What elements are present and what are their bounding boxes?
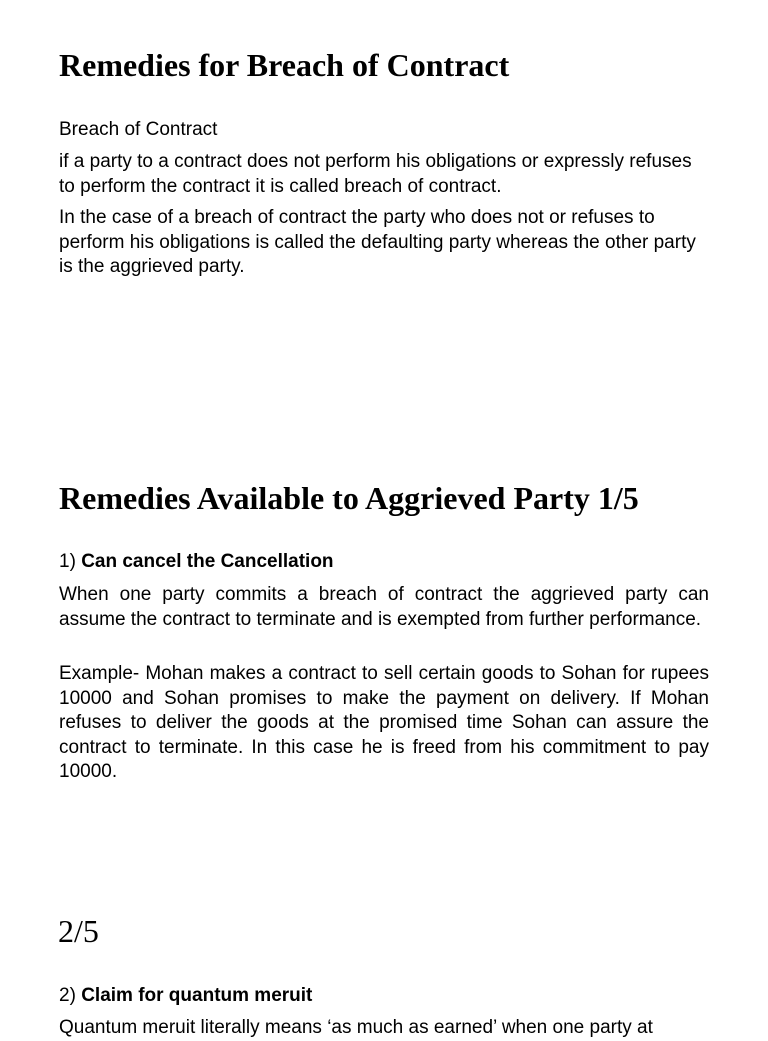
- slide2-item-heading: [59, 550, 709, 575]
- slide3-item-label: Claim for quantum meruit: [81, 985, 313, 1006]
- slide2-title: Remedies Available to Aggrieved Party 1/5: [59, 480, 639, 516]
- slide2-item-label: Can cancel the Cancellation: [81, 551, 334, 572]
- slide1-title: Remedies for Breach of Contract: [59, 47, 510, 83]
- slide3-item-heading: [59, 984, 709, 1009]
- slide3-item-number: 2): [59, 985, 76, 1006]
- slide3-title: 2/5: [58, 913, 99, 949]
- slide3-paragraph-quantum-meruit: Quantum meruit literally means ‘as much as earned’ when one party at: [59, 1017, 653, 1038]
- slide2-paragraph-cancel: When one party commits a breach of contract the aggrieved party can assume the contract to terminate and is exempted from further performance.: [59, 584, 709, 630]
- slide1-paragraph-definition: if a party to a contract does not perform his obligations or expressly refuses to perform the contract it is called breach of contract.: [59, 151, 692, 197]
- slide2-item-number: 1): [59, 551, 76, 572]
- slide1-subheading: Breach of Contract: [59, 119, 218, 140]
- slide1-paragraph-defaulting-party: In the case of a breach of contract the party who does not or refuses to perform his obligations is called the defaulting party whereas the other party is the aggrieved party.: [59, 207, 696, 277]
- slide2-paragraph-example: Example- Mohan makes a contract to sell certain goods to Sohan for rupees 10000 and Sohan promises to make the payment on delivery. If Mohan refuses to deliver the goods at the promised time Sohan can assure the contract to terminate. In this case he is freed from his commitment to pay 10000.: [59, 663, 709, 782]
